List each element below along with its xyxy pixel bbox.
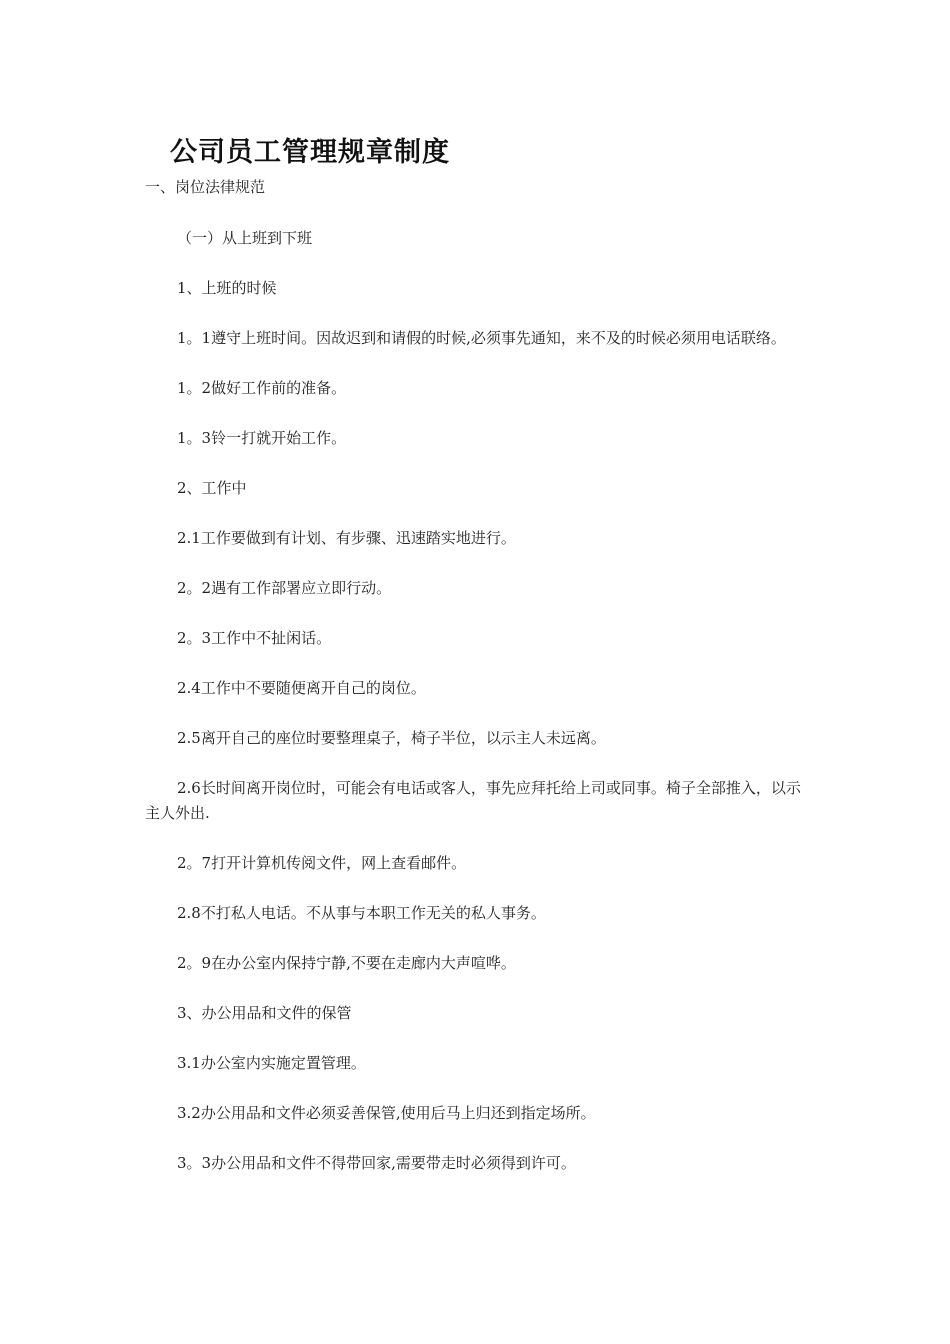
- rule-paragraph: 2。2遇有工作部署应立即行动。: [177, 579, 392, 597]
- rule-paragraph: 2.5离开自己的座位时要整理桌子，椅子半位，以示主人未远离。: [177, 729, 606, 747]
- rule-paragraph: 1。1遵守上班时间。因故迟到和请假的时候,必须事先通知，来不及的时候必须用电话联络。: [177, 329, 786, 347]
- item-heading: 3、办公用品和文件的保管: [177, 1004, 352, 1022]
- rule-paragraph: 2。9在办公室内保持宁静,不要在走廊内大声喧哗。: [177, 954, 516, 972]
- document-body: [145, 226, 810, 1201]
- item-heading: 1、上班的时候: [177, 279, 277, 297]
- subsection-heading: （一）从上班到下班: [177, 229, 313, 247]
- rule-paragraph: 2.6长时间离开岗位时，可能会有电话或客人，事先应拜托给上司或同事。椅子全部推入，以示主人外出.: [145, 779, 801, 822]
- rule-paragraph: 1。2做好工作前的准备。: [177, 379, 347, 397]
- document-title: 公司员工管理规章制度: [170, 137, 450, 168]
- rule-paragraph: 2.4工作中不要随便离开自己的岗位。: [177, 679, 426, 697]
- rule-paragraph: 3。3办公用品和文件不得带回家,需要带走时必须得到许可。: [177, 1154, 576, 1172]
- rule-paragraph: 2.1工作要做到有计划、有步骤、迅速踏实地进行。: [177, 529, 516, 547]
- rule-paragraph: 2.8不打私人电话。不从事与本职工作无关的私人事务。: [177, 904, 546, 922]
- rule-paragraph: 1。3铃一打就开始工作。: [177, 429, 347, 447]
- rule-paragraph: 3.1办公室内实施定置管理。: [177, 1054, 366, 1072]
- rule-paragraph: 2。3工作中不扯闲话。: [177, 629, 332, 647]
- rule-paragraph: 3.2办公用品和文件必须妥善保管,使用后马上归还到指定场所。: [177, 1104, 596, 1122]
- rule-paragraph: 2。7打开计算机传阅文件，网上查看邮件。: [177, 854, 467, 872]
- item-heading: 2、工作中: [177, 479, 247, 497]
- section-heading: 一、岗位法律规范: [145, 178, 266, 196]
